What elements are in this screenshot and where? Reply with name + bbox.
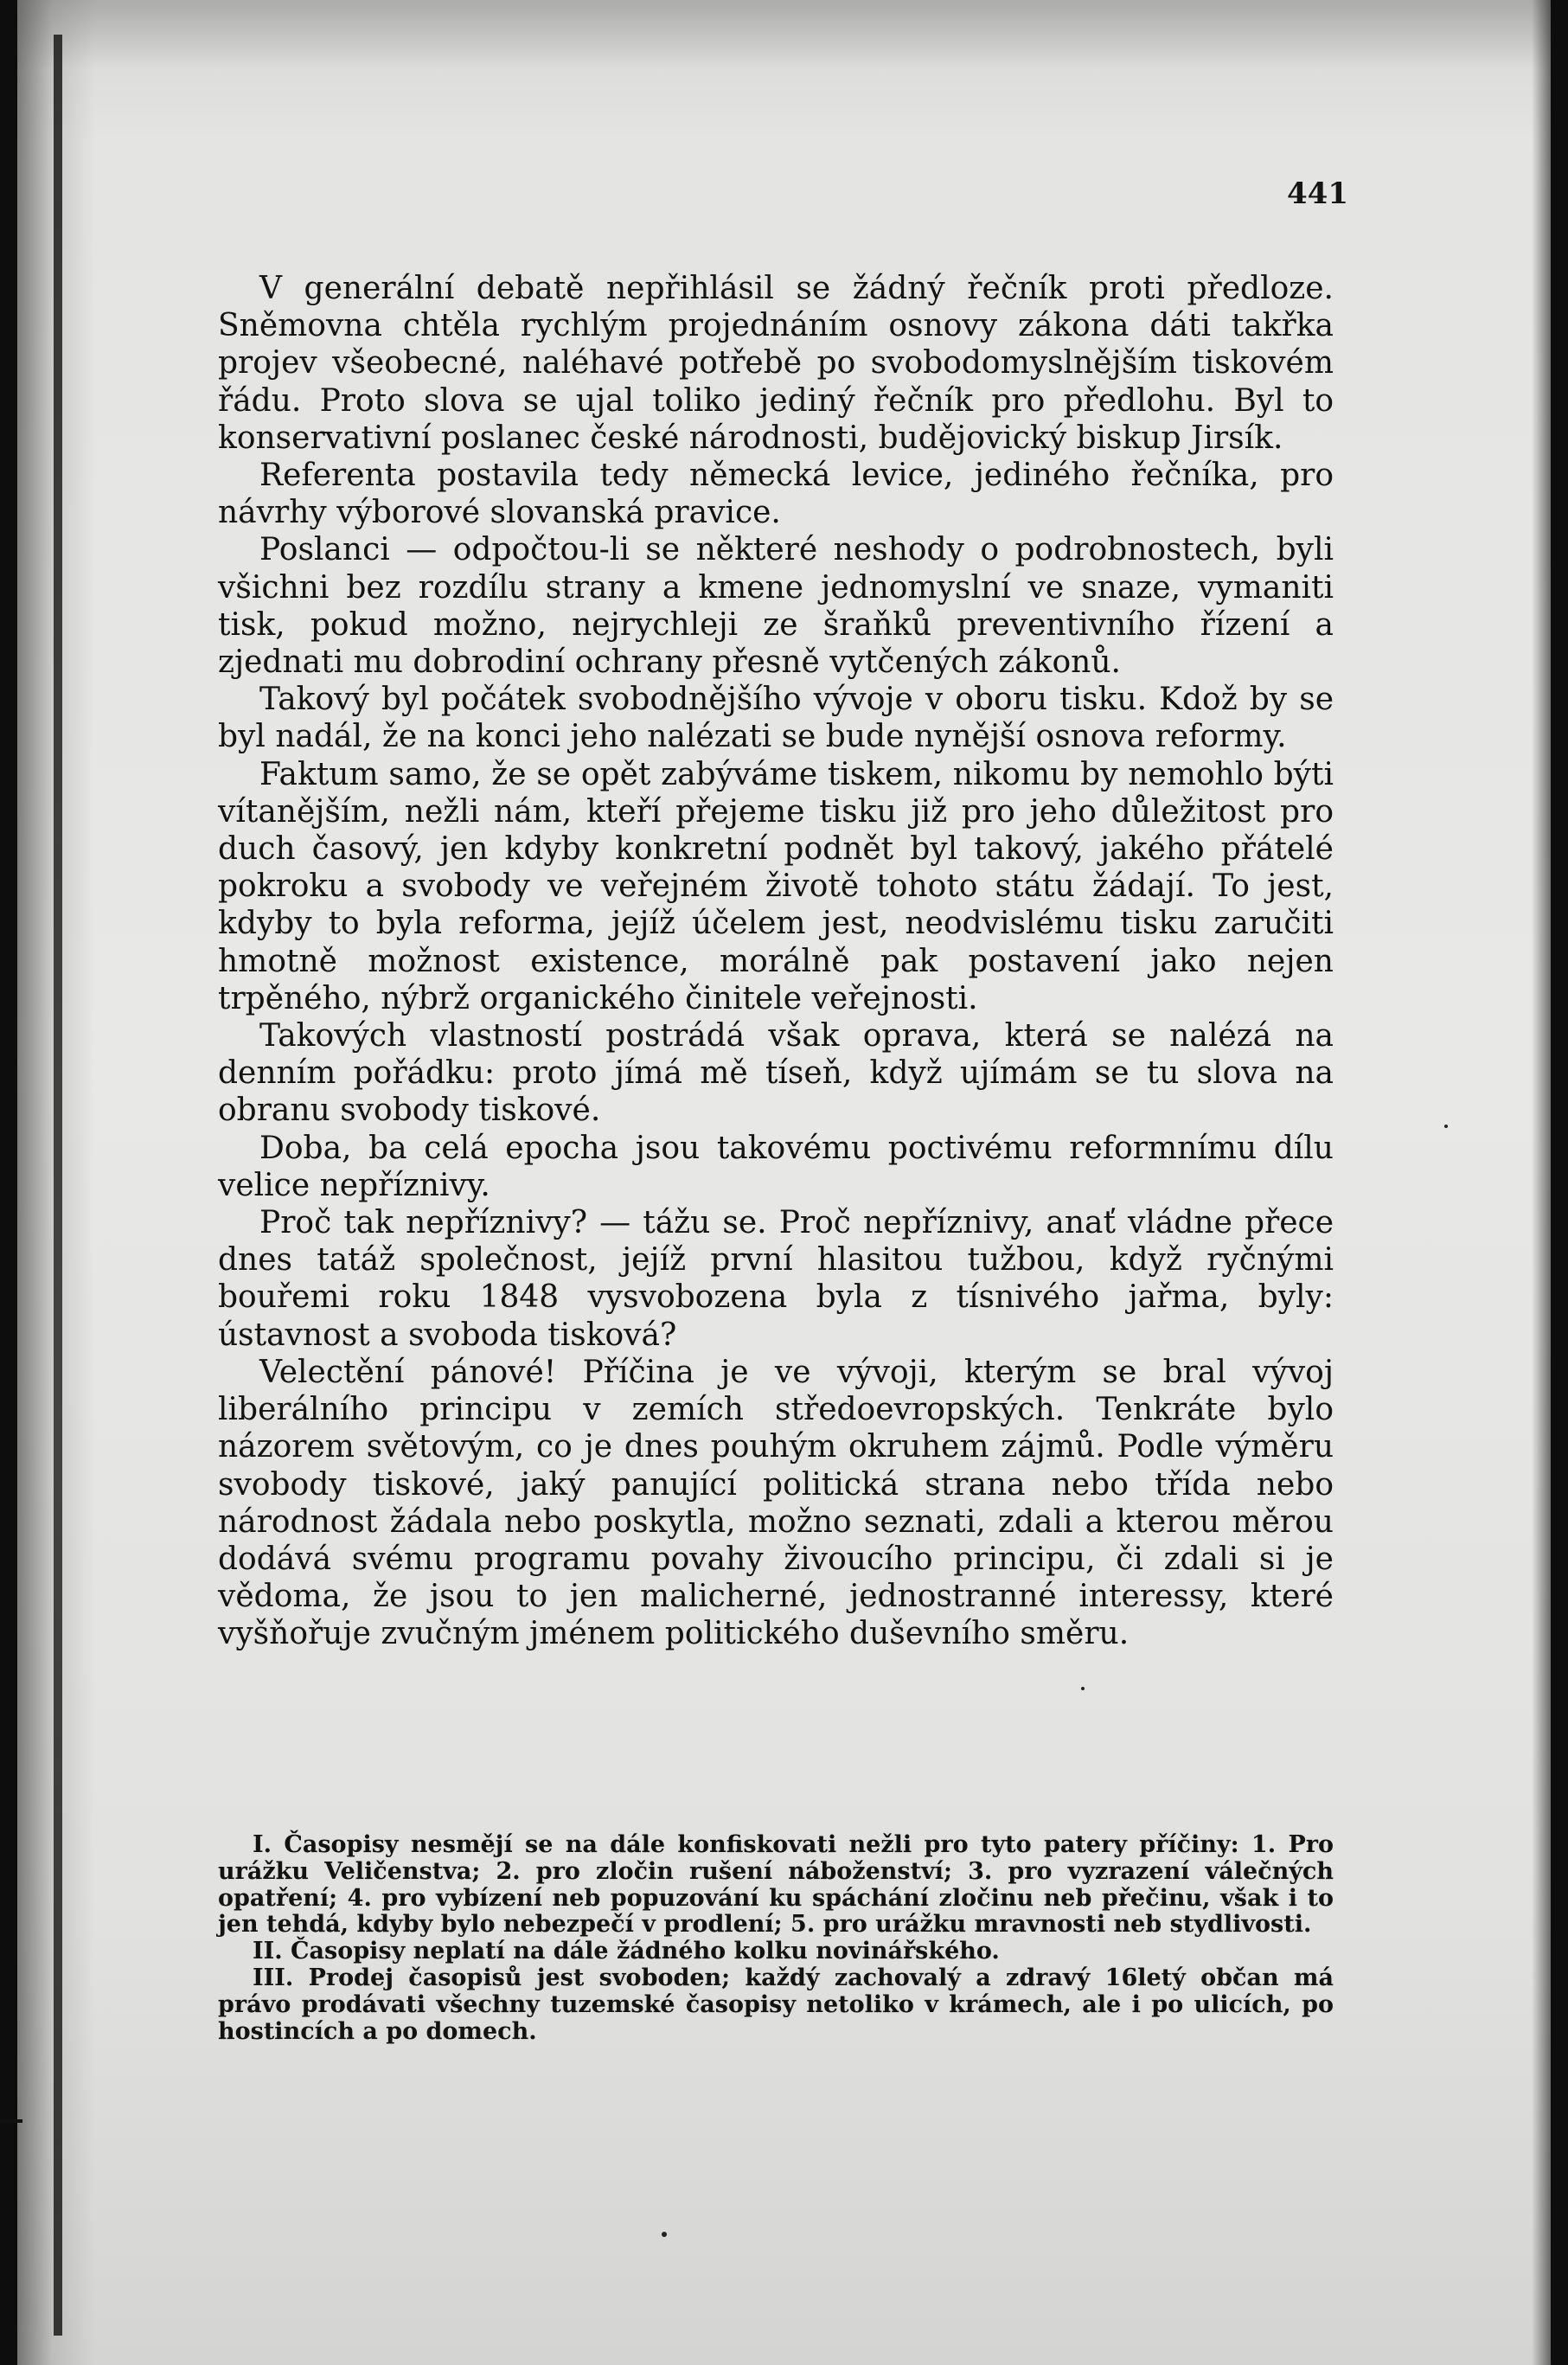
book-page — [17, 0, 1551, 2365]
footnote: I. Časopisy nesmějí se na dále konfiskovati nežli pro tyto patery příčiny: 1. Pro urážku Veličenstva; 2. pro zločin rušení náboženství; 3. pro vyzrazení válečných opatření; 4. pro vybízení neb popuzování ku spáchání zločinu neb přečinu, však i to jen tehdá, kdyby bylo nebezpečí v prodlení; 5. pro urážku mravnosti neb stydlivosti. — [218, 1831, 1334, 1939]
paragraph: V generální debatě nepřihlásil se žádný řečník proti předloze. Sněmovna chtěla rychlým projednáním osnovy zákona dáti takřka projev všeobecné, naléhavé potřebě po svobodomyslnějším tiskovém řádu. Proto slova se ujal toliko jediný řečník pro předlohu. Byl to konservativní poslanec české národnosti, budějovický biskup Jirsík. — [218, 271, 1334, 456]
footnote: III. Prodej časopisů jest svoboden; každý zachovalý a zdravý 16letý občan má právo prodávati všechny tuzemské časopisy netoliko v krámech, ale i po ulicích, po hostincích a po domech. — [218, 1964, 1334, 2045]
binding-edge — [54, 35, 62, 2336]
print-speck — [1081, 1687, 1085, 1690]
body-text — [218, 270, 1334, 1653]
footnotes — [218, 1832, 1334, 2045]
print-speck — [1444, 1125, 1448, 1128]
paragraph: Referenta postavila tedy německá levice, jediného řečníka, pro návrhy výborové slovanská pravice. — [218, 458, 1334, 531]
binding-notch — [0, 2119, 22, 2123]
paragraph: Proč tak nepříznivy? — tážu se. Proč nepříznivy, anať vládne přece dnes tatáž společnost, jejíž první hlasitou tužbou, když ryčnými bouřemi roku 1848 vysvobozena byla z tísnivého jařma, byly: ústavnost a svoboda tisková? — [218, 1205, 1334, 1353]
paragraph: Takový byl počátek svobodnějšího vývoje v oboru tisku. Kdož by se byl nadál, že na konci jeho nalézati se bude nynější osnova reformy. — [218, 682, 1334, 755]
paragraph: Faktum samo, že se opět zabýváme tiskem, nikomu by nemohlo býti vítanějším, nežli nám, kteří přejeme tisku již pro jeho důležitost pro duch časový, jen kdyby konkretní podnět byl takový, jakého přátelé pokroku a svobody ve veřejném životě tohoto státu žádají. To jest, kdyby to byla reforma, jejíž účelem jest, neodvislému tisku zaručiti hmotně možnost existence, morálně pak postavení jako nejen trpěného, nýbrž organického činitele veřejnosti. — [218, 756, 1334, 1016]
page-number: 441 — [1287, 176, 1348, 211]
top-shadow — [17, 0, 1551, 69]
paragraph: Poslanci — odpočtou-li se některé neshody o podrobnostech, byli všichni bez rozdílu strany a kmene jednomyslní ve snaze, vymaniti tisk, pokud možno, nejrychleji ze šraňků preventivního řízení a zjednati mu dobrodiní ochrany přesně vytčených zákonů. — [218, 532, 1334, 681]
footnote: II. Časopisy neplatí na dále žádného kolku novinářského. — [253, 1938, 1000, 1965]
page-right-edge — [1532, 0, 1551, 2365]
paragraph: Doba, ba celá epocha jsou takovému poctivému reformnímu dílu velice nepříznivy. — [218, 1130, 1334, 1203]
paragraph: Velectění pánové! Příčina je ve vývoji, kterým se bral vývoj liberálního principu v zemích středoevropských. Tenkráte bylo názorem světovým, co je dnes pouhým okruhem zájmů. Podle výměru svobody tiskové, jaký panující politická strana nebo třída nebo národnost žádala nebo poskytla, možno seznati, zdali a kterou měrou dodává svému programu povahy živoucího principu, či zdali si je vědoma, že jsou to jen malicherné, jednostranné interessy, které vyšňořuje zvučným jménem politického duševního směru. — [218, 1354, 1334, 1652]
print-speck — [662, 2232, 667, 2237]
paragraph: Takových vlastností postrádá však oprava, která se nalézá na denním pořádku: proto jímá mě tíseň, když ujímám se tu slova na obranu svobody tiskové. — [218, 1018, 1334, 1129]
